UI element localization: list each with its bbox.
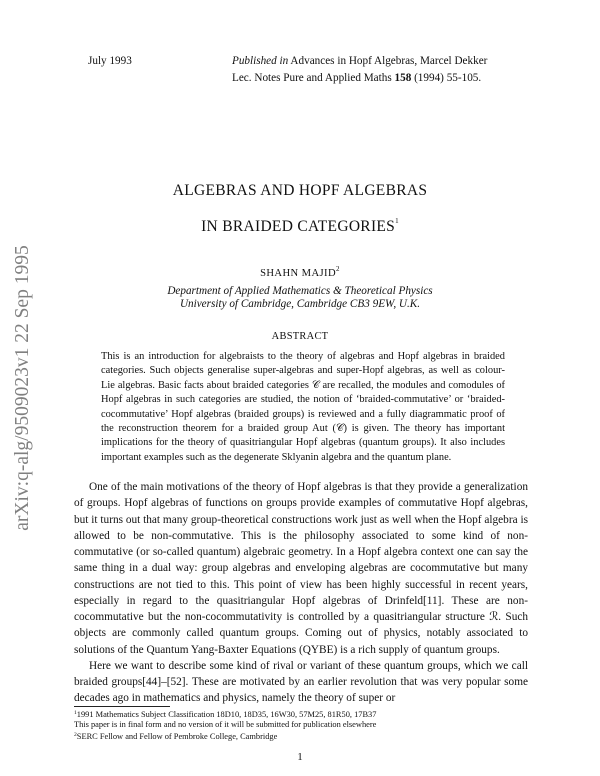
title-line2-text: IN BRAIDED CATEGORIES	[201, 218, 396, 235]
series-suffix: (1994) 55-105.	[411, 72, 482, 84]
title-footnote-mark: 1	[395, 217, 399, 225]
series-prefix: Lec. Notes Pure and Applied Maths	[232, 72, 395, 84]
footnote-1-mark: 1	[74, 710, 77, 716]
footnote-2-mark: 2	[74, 732, 77, 738]
footnote-2	[74, 730, 534, 742]
published-venue: Advances in Hopf Algebras, Marcel Dekker	[288, 55, 488, 67]
author-footnote-mark: 2	[336, 265, 340, 273]
abstract-heading: ABSTRACT	[271, 331, 329, 342]
affiliation-line2: University of Cambridge, Cambridge CB3 9EW, U.K.	[179, 298, 421, 310]
author	[0, 265, 600, 279]
header-date: July 1993	[88, 55, 132, 67]
volume-number: 158	[394, 72, 412, 84]
arxiv-identifier-stamp: arXiv:q-alg/9509023v1 22 Sep 1995	[12, 245, 33, 531]
footnote-rule	[74, 706, 170, 707]
affiliation-line1: Department of Applied Mathematics & Theoretical Physics	[167, 285, 433, 297]
footnote-1-text: 1991 Mathematics Subject Classification 18D10, 18D35, 16W30, 57M25, 81R50, 17B37	[76, 710, 377, 719]
footnote-final-form-note: This paper is in final form and no version of it will be submitted for publication elsewhere	[74, 720, 377, 729]
page-number: 1	[297, 751, 303, 763]
header-publication-line1	[232, 53, 487, 70]
paper-title-line2	[0, 217, 600, 236]
footnote-2-text: SERC Fellow and Fellow of Pembroke College, Cambridge	[76, 732, 278, 741]
published-prefix: Published in	[232, 55, 289, 67]
paper-title-line1: ALGEBRAS AND HOPF ALGEBRAS	[172, 182, 428, 199]
author-name: SHAHN MAJID	[260, 268, 336, 279]
abstract-text: This is an introduction for algebraists to the theory of algebras and Hopf algebras in braided categories. Such objects generalise super-algebras and super-Hopf algebras, as well as colour-Lie algebras. Basic facts about braided categories 𝒞 are recalled, the modules and comodules of Hopf algebras in such categories are studied, the notion of ‘braided-commutative’ or ‘braided-cocommutative’ Hopf algebras (braided groups) is reviewed and a fully diagrammatic proof of the reconstruction theorem for a braided group Aut (𝒞) is given. The theory has important implications for the theory of quasitriangular Hopf algebras (quantum groups). It also includes important examples such as the degenerate Sklyanin algebra and the quantum plane.	[101, 351, 505, 463]
paragraph-2: Here we want to describe some kind of rival or variant of these quantum groups, which we call braided groups[44]–[52]. These are motivated by an earlier revolution that was very popular some decades ago in mathematics and physics, namely the theory of super or	[74, 659, 528, 705]
paragraph-1: One of the main motivations of the theory of Hopf algebras is that they provide a generalization of groups. Hopf algebras of functions on groups provide examples of commutative Hopf algebras, but it turns out that many group-theoretical constructions work just as well when the Hopf algebra is allowed to be non-commutative. This is the philosophy associated to some kind of non-commutative (or so-called quantum) algebraic geometry. In a Hopf algebra context one can say the same thing in a dual way: group algebras and enveloping algebras are cocommutative but many constructions are not tied to this. This point of view has been highly successful in recent years, especially in regard to the quasitriangular Hopf algebras of Drinfeld[11]. These are non-cocommutative but the non-cocommutativity is controlled by a quasitriangular structure ℛ. Such objects are commonly called quantum groups. Coming out of physics, notably associated to solutions of the Quantum Yang-Baxter Equations (QYBE) is a rich supply of quantum groups.	[74, 481, 528, 656]
header-publication-line2	[232, 70, 481, 87]
body-text	[74, 479, 528, 707]
